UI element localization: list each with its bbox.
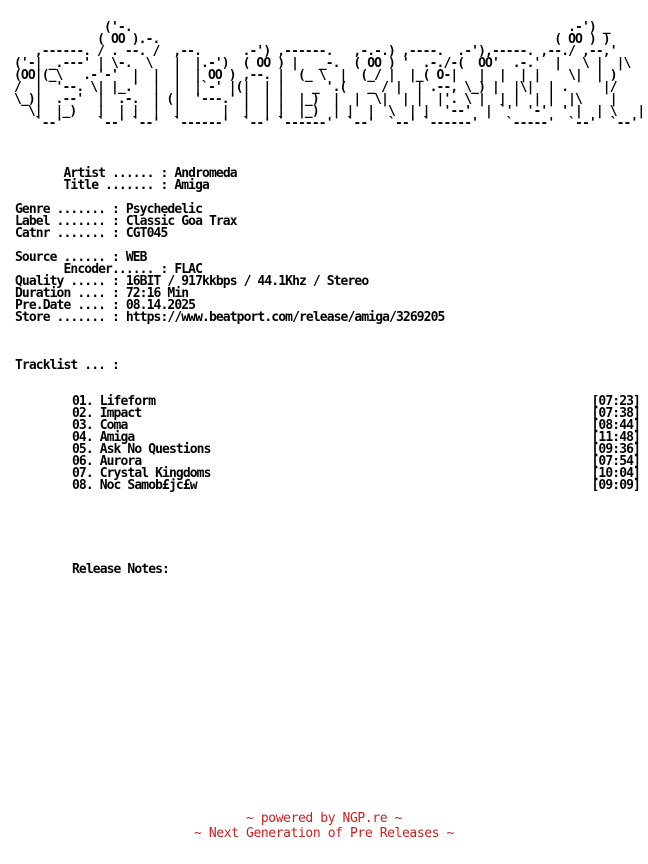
ascii-logo: ('-. .-') _ ( OO ).-. ( OO ) ) ,------. / . --. / ,--. .-') ,------. ,-.-.) ,----. .-'),-----. ,--./ ,--,' ('-| _.---' | \-. \ | |.-') ( OO ) | _-. ( OO ) ' .-./-( OO' .-.' | \ | |\ (OO|(_\ .-'-' | | | | OO ) ,--. | (_ \ | (_/ | |_( O-| | | | | \| | ) / | '--. \| |_.' | | |`-' |(| | | _ '.( _ / | | .--, \_) | |\| | . |/ \_)| .--' | .-. | (| '---.' | | | |_) | | \| | | |'. \ | | | | | |\ | \| |_) | | | | | | | | | |_) | | | \ | | '--' | `' '-' ' | | \ | `--' `--' `--' `------' `--' `------' `--' `--' `------' `-----' `--' `--' [14, 20, 645, 131]
tracklist-header: Tracklist ... : [15, 358, 119, 373]
release-notes-header: Release Notes: [72, 562, 169, 577]
predate-value: 08.14.2025 [125, 298, 196, 313]
tracklist-section [15, 360, 119, 372]
track-time: [07:38] [591, 406, 640, 421]
track-name: 08. Noc Samob£jc£w [72, 478, 197, 493]
label-value: Classic Goa Trax [125, 214, 237, 229]
catnr-value: CGT045 [125, 226, 168, 241]
store-link[interactable]: https://www.beatport.com/release/amiga/3269205 [125, 310, 445, 325]
genre-value: Psychedelic [125, 202, 203, 217]
track-row [72, 420, 640, 432]
track-row [72, 444, 640, 456]
source-value: WEB [125, 250, 147, 265]
store-label: Store ....... : [15, 310, 126, 325]
track-name: 02. Impact [72, 406, 142, 421]
duration-label: Duration .... : [15, 286, 126, 301]
title-label: Title ....... : [15, 178, 175, 193]
predate-label: Pre.Date .... : [15, 298, 126, 313]
encoder-value: FLAC [174, 262, 203, 277]
track-time: [10:04] [591, 466, 640, 481]
track-name: 01. Lifeform [72, 394, 156, 409]
catnr-label: Catnr ....... : [15, 226, 126, 241]
track-row [72, 408, 640, 420]
catnr-row [15, 228, 237, 240]
label-label: Label ....... : [15, 214, 126, 229]
track-name: 04. Amiga [72, 430, 135, 445]
track-time: [11:48] [591, 430, 640, 445]
duration-value: 72:16 Min [125, 286, 189, 301]
store-row [15, 312, 444, 324]
track-time: [07:23] [591, 394, 640, 409]
release-technical [15, 252, 444, 324]
tracklist [72, 396, 640, 492]
track-row [72, 396, 640, 408]
title-row [15, 180, 237, 192]
release-meta [15, 204, 237, 240]
quality-value: 16BIT / 917kkbps / 44.1Khz / Stereo [125, 274, 369, 289]
title-value: Amiga [174, 178, 209, 193]
source-label: Source ...... : [15, 250, 126, 265]
artist-label: Artist ...... : [15, 166, 175, 181]
genre-label: Genre ....... : [15, 202, 126, 217]
track-name: 06. Aurora [72, 454, 142, 469]
release-heading [15, 168, 237, 192]
track-name: 05. Ask No Questions [72, 442, 211, 457]
artist-value: Andromeda [174, 166, 237, 181]
track-time: [09:09] [591, 478, 640, 493]
release-notes-section [72, 564, 169, 576]
encoder-label: Encoder...... : [15, 262, 175, 277]
track-time: [09:36] [591, 442, 640, 457]
track-time: [08:44] [591, 418, 640, 433]
footer-tagline: ~ Next Generation of Pre Releases ~ [194, 826, 454, 841]
track-name: 03. Coma [72, 418, 128, 433]
quality-label: Quality ..... : [15, 274, 126, 289]
footer-powered-by: ~ powered by NGP.re ~ [246, 811, 402, 826]
track-row [72, 480, 640, 492]
track-time: [07:54] [591, 454, 640, 469]
track-name: 07. Crystal Kingdoms [72, 466, 211, 481]
